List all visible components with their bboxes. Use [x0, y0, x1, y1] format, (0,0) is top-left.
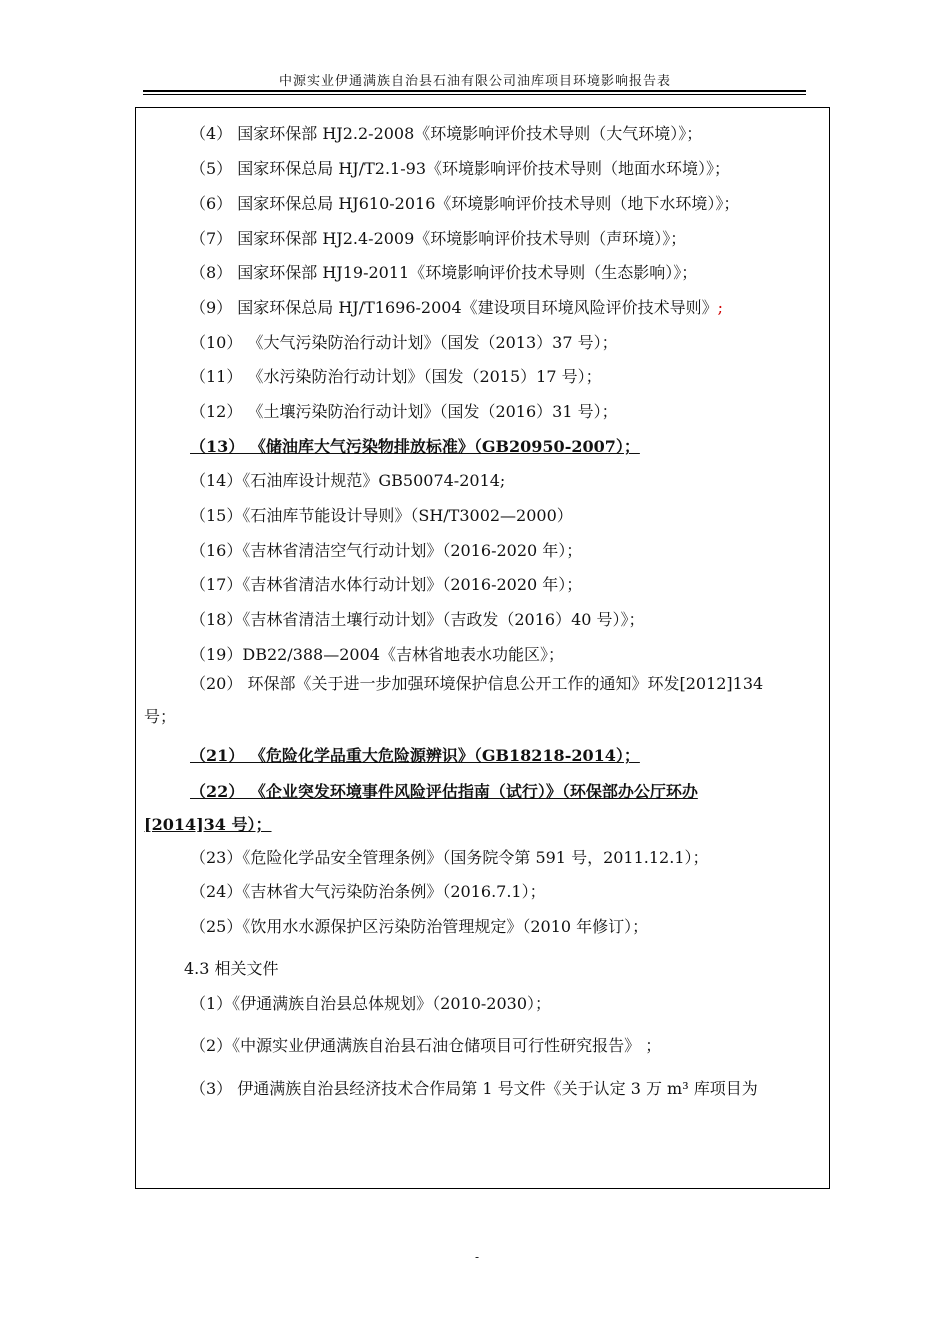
reference-item-21: （21） 《危险化学品重大危险源辨识》（GB18218-2014）；	[190, 746, 640, 765]
reference-item-22-cont: [2014]34 号）；	[144, 815, 272, 834]
related-doc-3: （3） 伊通满族自治县经济技术合作局第 1 号文件《关于认定 3 万 m³ 库项目为	[190, 1079, 758, 1098]
page-footer-mark: -	[475, 1250, 480, 1264]
reference-item-13: （13） 《储油库大气污染物排放标准》（GB20950-2007）；	[190, 437, 640, 456]
reference-item-16: （16）《吉林省清洁空气行动计划》（2016-2020 年）；	[190, 541, 583, 560]
reference-item-18: （18）《吉林省清洁土壤行动计划》（吉政发（2016）40 号）》；	[190, 610, 645, 629]
reference-item-10: （10） 《大气污染防治行动计划》（国发（2013）37 号）；	[190, 333, 618, 352]
reference-item-24: （24）《吉林省大气污染防治条例》（2016.7.1）；	[190, 882, 546, 901]
reference-item-25: （25）《饮用水水源保护区污染防治管理规定》（2010 年修订）；	[190, 917, 649, 936]
reference-item-17: （17）《吉林省清洁水体行动计划》（2016-2020 年）；	[190, 575, 583, 594]
document-header: 中源实业伊通满族自治县石油有限公司油库项目环境影响报告表	[278, 74, 671, 89]
reference-item-14: （14）《石油库设计规范》GB50074-2014;	[190, 471, 506, 490]
reference-item-8: （8） 国家环保部 HJ19-2011《环境影响评价技术导则（生态影响）》；	[190, 263, 698, 282]
reference-item-9-suffix: ;	[717, 298, 724, 317]
section-heading-4-3: 4.3 相关文件	[184, 959, 279, 978]
reference-item-9	[190, 298, 723, 318]
reference-item-5: （5） 国家环保总局 HJ/T2.1-93《环境影响评价技术导则（地面水环境）》；	[190, 159, 730, 178]
reference-item-22: （22） 《企业突发环境事件风险评估指南（试行）》（环保部办公厅环办	[190, 782, 698, 801]
reference-item-23: （23）《危险化学品安全管理条例》（国务院令第 591 号，2011.12.1）；	[190, 848, 709, 867]
header-rule-thick	[143, 90, 806, 92]
reference-item-19: （19）DB22/388—2004《吉林省地表水功能区》；	[190, 645, 564, 664]
reference-item-15: （15）《石油库节能设计导则》（SH/T3002—2000）	[190, 506, 573, 525]
reference-item-6: （6） 国家环保总局 HJ610-2016《环境影响评价技术导则（地下水环境）》；	[190, 194, 740, 213]
reference-item-7: （7） 国家环保部 HJ2.4-2009《环境影响评价技术导则（声环境）》；	[190, 229, 687, 248]
related-doc-1: （1）《伊通满族自治县总体规划》（2010-2030）；	[190, 994, 552, 1013]
reference-item-12: （12） 《土壤污染防治行动计划》（国发（2016）31 号）；	[190, 402, 618, 421]
related-doc-2: （2）《中源实业伊通满族自治县石油仓储项目可行性研究报告》 ；	[190, 1036, 662, 1055]
reference-item-20: （20） 环保部《关于进一步加强环境保护信息公开工作的通知》环发[2012]134	[190, 674, 764, 693]
header-rule-thin	[143, 94, 806, 95]
reference-item-4: （4） 国家环保部 HJ2.2-2008《环境影响评价技术导则（大气环境）》；	[190, 124, 703, 143]
reference-item-11: （11） 《水污染防治行动计划》（国发（2015）17 号）；	[190, 367, 602, 386]
reference-item-9-text: （9） 国家环保总局 HJ/T1696-2004《建设项目环境风险评价技术导则》	[190, 298, 718, 317]
reference-item-20-cont: 号；	[144, 707, 177, 726]
